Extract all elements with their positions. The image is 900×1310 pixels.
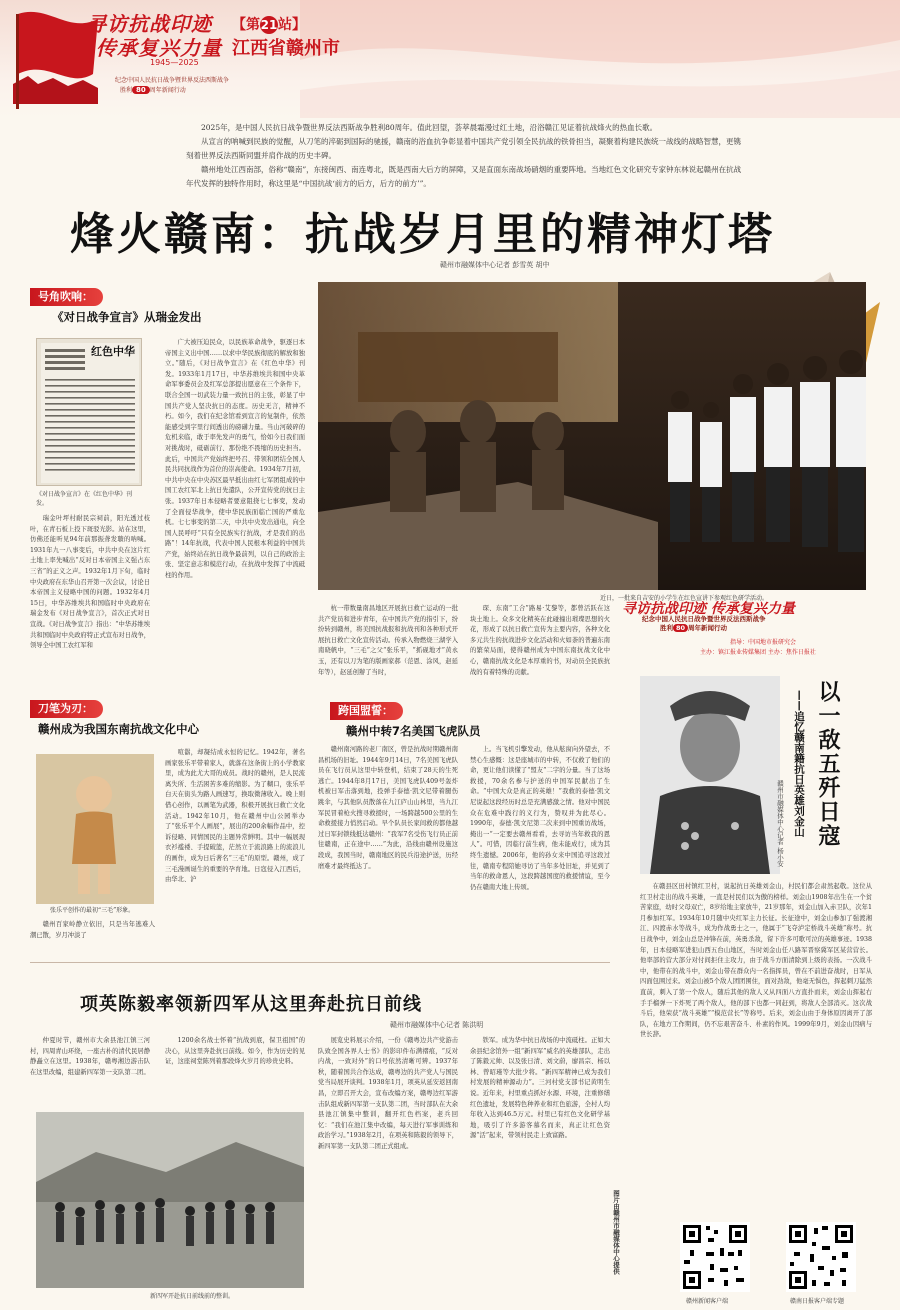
newspaper-masthead: 红色中华	[91, 345, 135, 358]
sidebar-vertical-title: 以一敌五歼日寇	[815, 680, 840, 848]
sanmao-drawing-photo	[36, 754, 154, 904]
training-photo-caption: 新四军开赴抗日前线前的整训。	[150, 1293, 235, 1300]
sec5-column-3	[318, 1036, 458, 1298]
sanmao-figure-icon	[36, 754, 154, 904]
qr-code-news-app[interactable]	[680, 1222, 750, 1292]
sidebar-guide: 指导：中国地市报研究会	[730, 639, 797, 646]
station-prefix: 【第	[232, 17, 260, 33]
sidebar-brand-subtitle: 纪念中国人民抗日战争暨世界反法西斯战争	[642, 615, 766, 623]
sanmao-photo-caption: 张乐平创作的最初“三毛”形象。	[50, 907, 135, 914]
sidebar-article-body: 在赣县区田村镇红卫村，说起抗日英雄刘金山，村民们都会肃然起敬。这位从红卫村走出的战斗英雄，一直是村民们以为傲的榜样。刘金山1908年出生在一个贫苦家庭，幼时父母双亡，8岁给地主家放牛，21岁那年，刘金山加入赤卫队，次年1月参加红军。1934年10月随中央红军主力长征。长征途中，刘金山参加了强渡湘江、四渡赤水等战斗，成为作战勇士之一，他属于“飞夺泸定桥战斗英雄”称号。抗日战争中，刘金山总是冲锋在前，英勇杀敌，留下许多可歌可泣的英雄事迹。1938年，日本侵略军进犯山西五台山地区，当时刘金山任八路军晋察冀军区某营营长。他率部的营大部分对付间拒住主攻力，由于战斗方面清除到上级的表扬。一次战斗中，他带在的战斗中，刘金山带在群众内一名指挥员，曾在不前进奋战时，日军从四面包围过来。刘金山被5个敌人团团围住，面对劲敌，他毫无惧色，挥起刺刀猛然直前，刺入了第一个敌人，随后其他的敌人又从四面八方直扑而来，刘金山挥起右手手榴弹一下炸死了两个敌人，他的部下也都一同赶到，将敌人全部消灭。这次战斗后，他荣获“战斗英雄”“模范营长”等称号。后来，刘金山由于身体原因离开了部队，在地方工作期间，仍不忘艰苦奋斗、朴素的作风。1999年9月，刘金山因病与世长辞。	[640, 883, 872, 1039]
anniversary-badge: 80	[132, 86, 150, 94]
main-byline: 赣州市融媒体中心记者 彭雪英 胡中	[440, 261, 550, 269]
new-fourth-army-training-photo	[36, 1112, 304, 1288]
sidebar-anniversary-suffix: 周年新闻行动	[688, 624, 728, 632]
sec5-text-1: 仲夏时节，赣州市大余县池江镇三河村，四周青山环绕，一座古朴的清代民居静静矗立在这里。1938年，赣粤湘边游击队在这里改编，组建新四军第一支队第二团。	[30, 1037, 150, 1076]
subtitle-prefix: 胜利	[120, 87, 133, 94]
section-divider	[30, 962, 610, 963]
section-title-new-fourth-army: 项英陈毅率领新四军从这里奔赴抗日前线	[80, 994, 422, 1015]
sec3-column-2	[470, 604, 610, 696]
sec5-text-3: 展览史料展示介绍，一份《赣粤边共产党游击队致全国各界人士书》的影印件布满褶痕，“反对内战，一致对外”的口号依然清晰可辨。1937年秋，随着国共合作达成，赣粤边的共产党人与国民党当局展开谈判。1938年1月，项英从延安返回南昌，立即召开大会，宣布改编方案，赣粤边红军游击队组成新四军第一支队第二团，当时部队在大余县池江镇集中整训，翻开红色档案，老兵回忆：“我们在池江集中改编，每天进行军事训练和政治学习。”1938年2月，在项英和陈毅的领导下，新四军第一支队第二团正式组成。	[318, 1037, 458, 1150]
section-title-culture-center: 赣州成为我国东南抗战文化中心	[38, 722, 199, 736]
sidebar-vertical-subtitle: ——追忆赣南籍抗日英雄刘金山	[793, 690, 805, 837]
museum-visit-photo	[318, 282, 866, 590]
sidebar-brand-anniversary	[660, 623, 727, 632]
newspaper-icon	[37, 339, 142, 486]
sec5-column-1	[30, 1036, 150, 1106]
header-banner	[0, 0, 900, 118]
sidebar-reporter: 赣州市融媒体中心记者 杨小安	[776, 780, 784, 867]
logo-line-1: 寻访抗战印迹	[86, 12, 212, 36]
intro-p2: 从宣言的呐喊到民族的觉醒，从刀笔的淬砺到国际的驰援，赣南的浴血抗争彰显着中国共产党引领全民抗战的铁骨担当，凝聚着构建民族统一战线的战略智慧，更镌刻着世界反法西斯同盟并肩作战的历史丰碑。	[186, 137, 741, 160]
sec1-column-left	[30, 514, 150, 694]
museum-scene-image	[318, 282, 866, 590]
sec1-column-mid	[165, 338, 305, 698]
sidebar-brand-title: 寻访抗战印迹 传承复兴力量	[622, 601, 795, 617]
banner-wave-decoration	[300, 0, 900, 118]
sec5-text-4: 铁军。成为华中抗日战场的中流砥柱。正如大余县纪念馆外一组“新四军”威名的英雄部队，走出了陈毅元帅、以及张日清、刘文蔚，廖昌宗、杨以林、曾昭瑾等大批少将。“新四军精神已成为我们村发展的精神源动力”。三河村党支部书记黄明生说。近年来，村里重点抓好水源、环境，注重修缮红色遗址，发展特色种养业和红色旅游，全村人均年收入达到46.5万元。村里已有红色文化研学基地，吸引了许多游客慕名而来，真正让红色资源“活”起来，带领村民走上致富路。	[470, 1037, 610, 1140]
sidebar-anniversary-badge: 80	[673, 624, 688, 632]
sec1-text-left: 瑞金叶坪村耐民宗祠前，阳光透过枝叶，在青石板上投下斑驳光影。站在这里，仿佛还能听见94年前那振聋发聩的呐喊。1931年九一八事变后，中共中央在这片红土地上率先喊出“反对日本帝国主义强占东三省”的正义之声。1932年1月下旬，临时中央政府在东华山召开第一次会议，讨论日本帝国主义侵略中国的问题。1932年4月15日，中华苏维埃共和国临时中央政府在瑞金发布《对日战争宣言》，首次正式对日宣战。《对日战争宣言》指出：“中华苏维埃共和国临时中央政府特正式宣布对日战争，领导全中国工农红军和	[30, 515, 150, 650]
section-title-declaration: 《对日战争宣言》从瑞金发出	[52, 310, 202, 324]
sec4-text-1: 赣州南河路的老厂南区，曾是抗战时期赣州南昌机场的旧址。1944年9月14日，7名美国飞虎队员在飞行员从这里中转登机，结束了28天的生死逃亡。1944年8月17日，美国飞虎队409号轰炸机被日军击落到地，投弹手泰德·凯文尼带着腿伤跳伞，与其他队员散落在九江庐山山林里，当九江军民冒着枪火搜寻救援时，一场跨越500公里的生命救援接力悄然启动。早个队员长家间救的都他越过日军封锁线抵达赣州：“我军7名受伤飞行员正前往赣南，正在途中……”为此，沿线由赣州设施这段成，我国当时，赣南地区的民兵沿途护送，历经磨难才最终抵达了。	[318, 746, 458, 870]
sec5-column-2	[165, 1036, 305, 1106]
sidebar-host: 主办：镇江报业传媒集团 主办：焦作日报社	[700, 649, 816, 656]
declaration-newspaper-photo	[36, 338, 142, 486]
qr-code-daily-app[interactable]	[786, 1222, 856, 1292]
sec3-column-1	[318, 604, 458, 686]
museum-photo-caption: 近日，一批来自吉安的小学生在红色宣讲下参观红色研学活动。	[600, 595, 769, 602]
declaration-photo-caption: 《对日战争宣言》在《红色中华》刊发。	[36, 491, 133, 507]
sidebar-article-text	[640, 882, 872, 1182]
section-tag-alliance: 跨国盟誓：	[330, 702, 403, 720]
logo-subtitle-2	[120, 85, 186, 94]
station-tag	[232, 14, 306, 34]
sec2-text-left: 赣州百家岭静立依旧，只是当年逃难人潮已散，岁月冲淡了	[30, 921, 155, 939]
sec3-text-2: 琛、东南“工合”路易·艾黎等，都曾活跃在这块土地上。众多文化精英在此碰撞出璀璨思想的火花，形成了以抗日救亡宣传为主要内容，各种文化多元共生的抗战进步文化活动和火如荼的普遍东南的繁荣局面，使得赣州成为中国东南抗战文化中心，赣南抗战文化是本厚重的书，对动员全民族抗战的有着特殊的贡献。	[470, 605, 610, 676]
qr-daily-app-label: 赣南日报客户端专题	[790, 1298, 845, 1305]
logo-years: 1945—2025	[150, 58, 199, 67]
sec5-text-2: 1200余名战士怀着“抗战到底，保卫祖国”的决心，从这里奔赴抗日前线。如今，作为历史的见证，这座祠堂陈列着那段烽火岁月的珍贵史料。	[165, 1037, 305, 1066]
qr-news-app-label: 赣州新闻客户端	[686, 1298, 729, 1305]
hero-portrait-image	[640, 676, 780, 874]
intro-p1: 2025年，是中国人民抗日战争暨世界反法西斯战争胜利80周年。值此回望，荟萃晨霜漫过红土地，沿浴赣江见证着抗战烽火的热血长歌。	[201, 123, 658, 132]
qr-code-icon	[680, 1222, 750, 1292]
sec2-column-mid	[165, 748, 305, 953]
section-tag-pen: 刀笔为刃：	[30, 700, 103, 718]
training-scene-image	[36, 1112, 304, 1288]
station-suffix: 站】	[278, 17, 306, 33]
intro-paragraphs	[186, 121, 746, 191]
liu-jinshan-portrait	[640, 676, 780, 874]
sec5-column-4	[470, 1036, 610, 1298]
logo-subtitle-1: 纪念中国人民抗日战争暨世界反法西斯战争	[115, 77, 230, 84]
sec4-column-1	[318, 745, 458, 955]
qr-code-icon	[786, 1222, 856, 1292]
sidebar-anniversary-prefix: 胜利	[660, 624, 673, 632]
city-name: 江西省赣州市	[232, 38, 340, 59]
sec3-text-1: 杭一带数量南昌地区开展抗日救亡运动的一批共产党员和进步青年，在中国共产党的指引下，纷纷转到赣州，将美国抗战报和抗战刊和各种形式开展抗日救亡文化宣传活动。传承入物燃烧三湖学入南晓帆中，“三毛”之父“张乐平，“抓砚地才”黄永玉，还有以刀为笔的版画家郝（范恩、涂风，赵延年等），赵延创辦了当时，	[318, 605, 458, 676]
sec4-column-2	[470, 745, 610, 955]
section-tag-horn: 号角吹响：	[30, 288, 103, 306]
logo-line-2: 传承复兴力量	[96, 36, 222, 60]
subtitle-suffix: 周年新闻行动	[149, 87, 186, 94]
section-title-flying-tigers: 赣州中转7名美国飞虎队员	[346, 724, 481, 738]
sec2-column-left	[30, 920, 155, 952]
station-number: 21	[260, 18, 278, 32]
sec1-text-mid: 广大被压迫民众，以民族革命战争，驱逐日本帝国主义出中国……以求中华民族彻底的解放和独立。”随后，《对日战争宣言》在《红色中华》刊发。1933年1月17日，中华苏维埃共和国中央革命军事委员会及红军总部提出愿意在三个条件下，联合全国一切武装力量一致抗日的主张，彰显了中国共产党人坚决抗日的态度。历史无言，精神不朽。如今，我们在纪念馆看到宣言的复制件，依然能感受到字里行间透出的磅礴力量。当山河破碎的危机来临，敢于率先发声的勇气，恰如今日我们面对挑战时，砥砺前行、那份绝不畏缩的历史担当。此后，中国共产党始终把号召、带领和团结全国人民共同抗战作为首位的崇高使命。1934年7月初，中共中央在中央苏区最早抵出由红七军团组成的中国工农红军北上抗日先遣队，公开宣传党的抗日主张。1937年日本侵略者要意阻挠七七事变，发动了全面侵华战争，使中华民族面临亡国的严重危机。七七事变的第二天，中共中央发出通电，向全国人民呼吁“只有全民族实行抗战，才是我们的出路”！14年抗战，代表中国人民根本利益的中国共产党，始终站在抗日战争最前列，以自己的政治主张、坚定意志和模范行动，在抗战中发挥了中流砥柱的作用。	[165, 339, 305, 580]
intro-p3: 赣州地处江西南部，俗称“赣南”，东接闽西、南连粤北，既是西南大后方的屏障，又是直面东南战场硝烟的重要阵地。当地红色文化研究专家钟东林说起赣州在抗战年代发挥的独特作用时，称这里是“中国抗战‘前方的后方，后方的前方’”。	[186, 165, 742, 188]
sec2-text-mid: 喧嚣，却凝结成永恒的记忆。1942年，著名画家张乐平带着家人，就落在这条街上的小学教家里，成为此尤大哥的成员。战时的赣州，是人民流离失所、生活困苦多难的缩影。为了糊口，张乐平白天在街头为路人画速写，换取微薄收入。晚上则借心创作，以画笔为武器，积极开展抗日救亡文化活动。1942年10月，他在赣州中山公园举办了“张乐平个人画展”，展出的200余幅作品中，控诉侵略、同情国民的主题异常鲜明。其中一幅展现衣衫褴褛、手提破篮，茫然立于流浪路上的流浪儿的画作，成为日后著名“三毛”的原型。赣州，成了三毛漫画诞生的重要的孕育地。日寇侵入江西后，由华北、沪	[165, 749, 305, 884]
sidebar-photo-credit: 图片由赣州市融媒体中心提供	[612, 1190, 620, 1275]
sec4-text-2: 上。当飞机引擎发动，他从舷窗向外望去，不禁心生感慨：这是座城市的中转，不仅救了他们的命，更让他们读懂了“盟友”二字的分量。当了这场救援，70余名参与护送的中国军民献出了生命。“中国大众是真正的英雄！”我救的泰德·凯文尼说起这段经历时总是充满感激之情。他对中国民众在危难中践行的义行为，赞叹并为此尽心。1990年，泰德·凯文尼第二次来到中国重访战场，掩出一“一定要去赣州看看，去寻访当年救我的恩人”。可惜，因临行前生病，他未能成行，成为其终生遗憾。2006年，他的孙女来中国追寻这段过往，赣南专程陪她寻访了当年多处旧址，并见到了当年的救命恩人，这段跨越国度的救援情谊，至今仍在赣南大地上传颂。	[470, 746, 610, 891]
sec5-byline: 赣州市融媒体中心记者 陈洪明	[390, 1021, 484, 1029]
main-headline: 烽火赣南：抗战岁月里的精神灯塔	[70, 209, 775, 260]
